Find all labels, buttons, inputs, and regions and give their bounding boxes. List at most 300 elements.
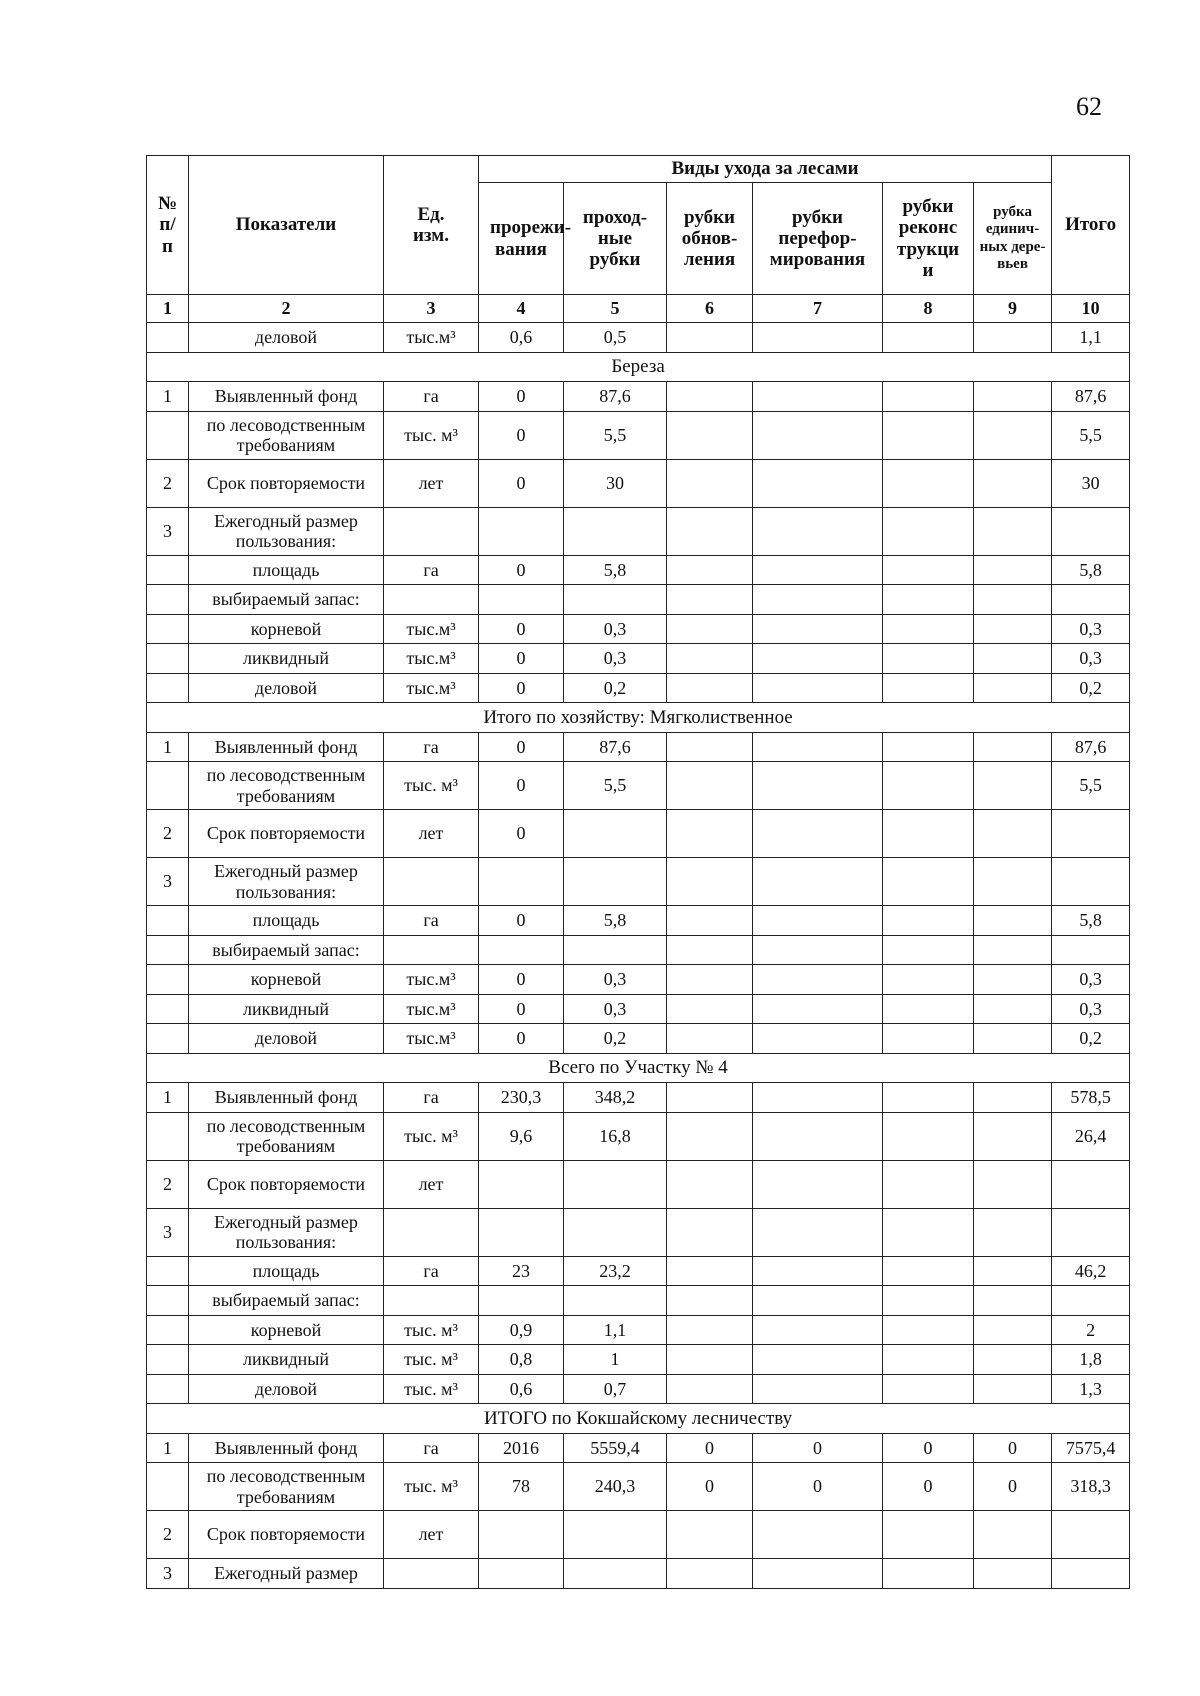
- table-row: [147, 1374, 1130, 1404]
- value-col-5: [564, 858, 667, 906]
- value-col-5: [564, 1286, 667, 1316]
- column-numbers-row: [147, 295, 1130, 323]
- row-unit: га: [384, 732, 479, 762]
- row-total: 0,2: [1052, 1024, 1130, 1054]
- value-col-4: 23: [479, 1256, 564, 1286]
- value-col-9: 0: [974, 1463, 1052, 1511]
- value-col-9: [974, 1083, 1052, 1113]
- table-row: [147, 507, 1130, 555]
- value-col-6: [667, 1208, 753, 1256]
- value-col-6: [667, 1160, 753, 1208]
- value-col-8: [883, 382, 974, 412]
- row-num: [147, 644, 189, 674]
- value-col-8: [883, 994, 974, 1024]
- value-col-7: [753, 1374, 883, 1404]
- row-total: 1,8: [1052, 1345, 1130, 1375]
- value-col-5: 87,6: [564, 732, 667, 762]
- value-col-5: [564, 1559, 667, 1589]
- value-col-8: [883, 673, 974, 703]
- row-unit: тыс. м³: [384, 1112, 479, 1160]
- value-col-8: [883, 323, 974, 353]
- row-indicator: деловой: [189, 673, 384, 703]
- table-row: [147, 935, 1130, 965]
- row-indicator: Ежегодный размер пользования:: [189, 507, 384, 555]
- value-col-5: 1,1: [564, 1315, 667, 1345]
- row-indicator: Срок повторяемости: [189, 1160, 384, 1208]
- value-col-7: [753, 810, 883, 858]
- value-col-4: 0: [479, 614, 564, 644]
- table-row: [147, 1024, 1130, 1054]
- value-col-8: [883, 459, 974, 507]
- table-row: [147, 1256, 1130, 1286]
- value-col-8: [883, 1256, 974, 1286]
- value-col-4: 230,3: [479, 1083, 564, 1113]
- row-indicator: ликвидный: [189, 1345, 384, 1375]
- table-row: [147, 1433, 1130, 1463]
- value-col-7: [753, 858, 883, 906]
- value-col-8: [883, 585, 974, 615]
- value-col-6: [667, 935, 753, 965]
- value-col-5: 5,8: [564, 555, 667, 585]
- table-row: [147, 382, 1130, 412]
- row-num: [147, 614, 189, 644]
- value-col-4: 78: [479, 1463, 564, 1511]
- value-col-4: 0: [479, 965, 564, 995]
- row-num: [147, 411, 189, 459]
- value-col-5: 23,2: [564, 1256, 667, 1286]
- row-indicator: ликвидный: [189, 994, 384, 1024]
- value-col-8: [883, 411, 974, 459]
- table-row: [147, 1112, 1130, 1160]
- table-row: [147, 994, 1130, 1024]
- value-col-4: [479, 1559, 564, 1589]
- row-total: 2: [1052, 1315, 1130, 1345]
- value-col-5: 0,7: [564, 1374, 667, 1404]
- value-col-6: [667, 994, 753, 1024]
- row-num: [147, 906, 189, 936]
- value-col-9: [974, 906, 1052, 936]
- value-col-7: [753, 732, 883, 762]
- value-col-9: [974, 614, 1052, 644]
- row-unit: га: [384, 382, 479, 412]
- value-col-9: [974, 644, 1052, 674]
- row-indicator: Выявленный фонд: [189, 732, 384, 762]
- row-unit: [384, 1286, 479, 1316]
- row-total: [1052, 1286, 1130, 1316]
- value-col-5: [564, 507, 667, 555]
- row-unit: [384, 585, 479, 615]
- section-row: [147, 703, 1130, 733]
- value-col-4: 0: [479, 555, 564, 585]
- value-col-9: [974, 323, 1052, 353]
- column-number: 8: [883, 295, 974, 323]
- value-col-6: [667, 1345, 753, 1375]
- row-indicator: ликвидный: [189, 644, 384, 674]
- row-total: [1052, 1559, 1130, 1589]
- value-col-7: [753, 1345, 883, 1375]
- row-indicator: выбираемый запас:: [189, 585, 384, 615]
- value-col-9: [974, 1160, 1052, 1208]
- value-col-7: [753, 1160, 883, 1208]
- value-col-9: [974, 507, 1052, 555]
- value-col-8: [883, 762, 974, 810]
- value-col-6: [667, 1286, 753, 1316]
- value-col-8: [883, 644, 974, 674]
- value-col-5: 5,8: [564, 906, 667, 936]
- value-col-9: [974, 1112, 1052, 1160]
- row-unit: га: [384, 906, 479, 936]
- row-total: 5,8: [1052, 906, 1130, 936]
- value-col-9: [974, 965, 1052, 995]
- row-total: 26,4: [1052, 1112, 1130, 1160]
- value-col-9: 0: [974, 1433, 1052, 1463]
- row-unit: га: [384, 1256, 479, 1286]
- row-total: 46,2: [1052, 1256, 1130, 1286]
- value-col-6: [667, 858, 753, 906]
- table-row: [147, 1511, 1130, 1559]
- value-col-8: [883, 555, 974, 585]
- value-col-9: [974, 810, 1052, 858]
- value-col-6: [667, 1083, 753, 1113]
- value-col-5: 0,3: [564, 965, 667, 995]
- row-num: 2: [147, 810, 189, 858]
- value-col-4: 0: [479, 1024, 564, 1054]
- column-number: 4: [479, 295, 564, 323]
- row-total: 1,3: [1052, 1374, 1130, 1404]
- value-col-8: [883, 1374, 974, 1404]
- value-col-6: [667, 762, 753, 810]
- header-num: № п/ п: [147, 156, 189, 295]
- row-indicator: Срок повторяемости: [189, 1511, 384, 1559]
- value-col-4: [479, 507, 564, 555]
- table-row: [147, 1160, 1130, 1208]
- value-col-5: 0,3: [564, 614, 667, 644]
- value-col-7: [753, 1083, 883, 1113]
- table-row: [147, 555, 1130, 585]
- value-col-9: [974, 994, 1052, 1024]
- row-unit: тыс. м³: [384, 1463, 479, 1511]
- row-total: 5,5: [1052, 762, 1130, 810]
- row-unit: лет: [384, 1160, 479, 1208]
- forest-care-table: [146, 155, 1130, 1589]
- value-col-7: [753, 1208, 883, 1256]
- row-total: 5,5: [1052, 411, 1130, 459]
- value-col-7: [753, 1286, 883, 1316]
- value-col-5: 16,8: [564, 1112, 667, 1160]
- value-col-9: [974, 673, 1052, 703]
- row-unit: лет: [384, 810, 479, 858]
- row-unit: тыс.м³: [384, 994, 479, 1024]
- row-num: 1: [147, 732, 189, 762]
- row-num: [147, 762, 189, 810]
- value-col-8: [883, 1208, 974, 1256]
- value-col-6: [667, 1112, 753, 1160]
- row-num: 1: [147, 1433, 189, 1463]
- value-col-4: 9,6: [479, 1112, 564, 1160]
- value-col-6: [667, 507, 753, 555]
- row-num: 3: [147, 858, 189, 906]
- value-col-6: [667, 644, 753, 674]
- value-col-9: [974, 411, 1052, 459]
- row-num: [147, 1315, 189, 1345]
- value-col-5: 5,5: [564, 411, 667, 459]
- row-indicator: корневой: [189, 1315, 384, 1345]
- row-num: [147, 1286, 189, 1316]
- row-indicator: Срок повторяемости: [189, 459, 384, 507]
- value-col-4: 0: [479, 459, 564, 507]
- value-col-8: [883, 507, 974, 555]
- row-unit: лет: [384, 459, 479, 507]
- value-col-9: [974, 1315, 1052, 1345]
- value-col-5: 5,5: [564, 762, 667, 810]
- value-col-8: [883, 1511, 974, 1559]
- value-col-9: [974, 1345, 1052, 1375]
- table-row: [147, 673, 1130, 703]
- row-unit: га: [384, 1433, 479, 1463]
- row-total: 0,3: [1052, 614, 1130, 644]
- header-care-types: Виды ухода за лесами: [479, 156, 1052, 183]
- row-total: 0,3: [1052, 994, 1130, 1024]
- row-num: [147, 323, 189, 353]
- value-col-4: 0: [479, 994, 564, 1024]
- table-row: [147, 810, 1130, 858]
- row-unit: тыс. м³: [384, 762, 479, 810]
- row-total: [1052, 1511, 1130, 1559]
- value-col-7: [753, 1511, 883, 1559]
- value-col-6: 0: [667, 1433, 753, 1463]
- value-col-8: [883, 614, 974, 644]
- value-col-5: 348,2: [564, 1083, 667, 1113]
- row-num: [147, 1256, 189, 1286]
- column-number: 7: [753, 295, 883, 323]
- value-col-7: 0: [753, 1463, 883, 1511]
- section-row: [147, 1404, 1130, 1434]
- value-col-9: [974, 935, 1052, 965]
- value-col-4: [479, 858, 564, 906]
- value-col-6: [667, 1374, 753, 1404]
- header-col-6: рубки обновления: [667, 183, 753, 295]
- header-indicators: Показатели: [189, 156, 384, 295]
- row-total: 0,3: [1052, 644, 1130, 674]
- row-num: [147, 935, 189, 965]
- row-total: 5,8: [1052, 555, 1130, 585]
- row-num: 1: [147, 382, 189, 412]
- value-col-4: 0: [479, 411, 564, 459]
- row-num: 1: [147, 1083, 189, 1113]
- row-total: [1052, 810, 1130, 858]
- row-unit: [384, 1208, 479, 1256]
- row-total: 1,1: [1052, 323, 1130, 353]
- row-unit: га: [384, 1083, 479, 1113]
- row-num: [147, 673, 189, 703]
- value-col-5: 1: [564, 1345, 667, 1375]
- value-col-4: 0: [479, 382, 564, 412]
- value-col-5: 0,3: [564, 644, 667, 674]
- table-row: [147, 411, 1130, 459]
- row-num: 2: [147, 459, 189, 507]
- value-col-4: 0,6: [479, 1374, 564, 1404]
- column-number: 1: [147, 295, 189, 323]
- row-total: [1052, 585, 1130, 615]
- value-col-8: [883, 1160, 974, 1208]
- value-col-4: 0: [479, 906, 564, 936]
- row-indicator: по лесоводственным требованиям: [189, 762, 384, 810]
- value-col-5: 30: [564, 459, 667, 507]
- value-col-8: [883, 1024, 974, 1054]
- value-col-5: 0,5: [564, 323, 667, 353]
- table-row: [147, 459, 1130, 507]
- value-col-4: 0: [479, 732, 564, 762]
- row-total: [1052, 935, 1130, 965]
- row-total: [1052, 1160, 1130, 1208]
- row-unit: тыс. м³: [384, 411, 479, 459]
- value-col-7: [753, 673, 883, 703]
- row-num: [147, 1112, 189, 1160]
- column-number: 6: [667, 295, 753, 323]
- table-row: [147, 1345, 1130, 1375]
- row-indicator: Выявленный фонд: [189, 382, 384, 412]
- value-col-5: 87,6: [564, 382, 667, 412]
- table-row: [147, 1208, 1130, 1256]
- row-num: [147, 585, 189, 615]
- value-col-6: 0: [667, 1463, 753, 1511]
- row-unit: тыс.м³: [384, 644, 479, 674]
- value-col-8: [883, 935, 974, 965]
- row-indicator: Ежегодный размер пользования:: [189, 858, 384, 906]
- value-col-6: [667, 459, 753, 507]
- table-row: [147, 614, 1130, 644]
- header-total: Итого: [1052, 156, 1130, 295]
- value-col-7: [753, 1024, 883, 1054]
- row-total: 87,6: [1052, 732, 1130, 762]
- row-indicator: деловой: [189, 1374, 384, 1404]
- row-unit: тыс.м³: [384, 614, 479, 644]
- value-col-6: [667, 323, 753, 353]
- row-unit: [384, 935, 479, 965]
- value-col-9: [974, 762, 1052, 810]
- table-row: [147, 858, 1130, 906]
- section-title: Всего по Участку № 4: [147, 1053, 1130, 1083]
- value-col-6: [667, 382, 753, 412]
- value-col-9: [974, 858, 1052, 906]
- value-col-4: [479, 1511, 564, 1559]
- value-col-9: [974, 1559, 1052, 1589]
- value-col-9: [974, 1208, 1052, 1256]
- table-row: [147, 1286, 1130, 1316]
- value-col-6: [667, 1024, 753, 1054]
- value-col-8: [883, 1559, 974, 1589]
- value-col-5: [564, 1511, 667, 1559]
- value-col-6: [667, 555, 753, 585]
- column-number: 9: [974, 295, 1052, 323]
- value-col-4: 0: [479, 762, 564, 810]
- page-number: 62: [1076, 92, 1102, 121]
- value-col-5: 5559,4: [564, 1433, 667, 1463]
- row-num: 2: [147, 1160, 189, 1208]
- value-col-7: [753, 994, 883, 1024]
- value-col-6: [667, 673, 753, 703]
- value-col-5: [564, 1160, 667, 1208]
- row-indicator: Выявленный фонд: [189, 1433, 384, 1463]
- value-col-9: [974, 555, 1052, 585]
- table-row: [147, 585, 1130, 615]
- value-col-4: 2016: [479, 1433, 564, 1463]
- row-indicator: деловой: [189, 1024, 384, 1054]
- row-indicator: площадь: [189, 555, 384, 585]
- value-col-5: [564, 810, 667, 858]
- value-col-4: [479, 1286, 564, 1316]
- value-col-8: 0: [883, 1433, 974, 1463]
- column-number: 5: [564, 295, 667, 323]
- value-col-7: [753, 965, 883, 995]
- row-num: [147, 1024, 189, 1054]
- row-num: [147, 1374, 189, 1404]
- value-col-7: [753, 323, 883, 353]
- section-title: Итого по хозяйству: Мягколиственное: [147, 703, 1130, 733]
- value-col-6: [667, 1256, 753, 1286]
- row-indicator: Ежегодный размер пользования:: [189, 1208, 384, 1256]
- value-col-7: [753, 644, 883, 674]
- value-col-7: [753, 1112, 883, 1160]
- value-col-7: 0: [753, 1433, 883, 1463]
- row-total: [1052, 507, 1130, 555]
- section-row: [147, 1053, 1130, 1083]
- value-col-7: [753, 1559, 883, 1589]
- value-col-7: [753, 1256, 883, 1286]
- row-unit: га: [384, 555, 479, 585]
- value-col-9: [974, 1256, 1052, 1286]
- value-col-9: [974, 382, 1052, 412]
- value-col-6: [667, 906, 753, 936]
- row-unit: [384, 858, 479, 906]
- row-num: [147, 965, 189, 995]
- row-unit: тыс.м³: [384, 1024, 479, 1054]
- row-indicator: площадь: [189, 906, 384, 936]
- row-indicator: по лесоводственным требованиям: [189, 411, 384, 459]
- value-col-4: 0,9: [479, 1315, 564, 1345]
- row-unit: тыс.м³: [384, 323, 479, 353]
- value-col-4: [479, 585, 564, 615]
- value-col-8: [883, 1112, 974, 1160]
- value-col-6: [667, 965, 753, 995]
- row-unit: тыс.м³: [384, 673, 479, 703]
- row-unit: лет: [384, 1511, 479, 1559]
- value-col-4: 0: [479, 673, 564, 703]
- value-col-5: 240,3: [564, 1463, 667, 1511]
- value-col-4: [479, 1208, 564, 1256]
- value-col-5: [564, 585, 667, 615]
- section-row: [147, 352, 1130, 382]
- value-col-6: [667, 1315, 753, 1345]
- row-indicator: площадь: [189, 1256, 384, 1286]
- value-col-6: [667, 614, 753, 644]
- value-col-9: [974, 1374, 1052, 1404]
- table-row: [147, 323, 1130, 353]
- value-col-9: [974, 585, 1052, 615]
- value-col-6: [667, 585, 753, 615]
- value-col-4: 0,6: [479, 323, 564, 353]
- row-total: 30: [1052, 459, 1130, 507]
- value-col-4: [479, 1160, 564, 1208]
- value-col-9: [974, 1286, 1052, 1316]
- value-col-8: [883, 858, 974, 906]
- value-col-7: [753, 762, 883, 810]
- row-total: 578,5: [1052, 1083, 1130, 1113]
- table-row: [147, 1083, 1130, 1113]
- row-total: [1052, 858, 1130, 906]
- row-indicator: выбираемый запас:: [189, 935, 384, 965]
- value-col-7: [753, 411, 883, 459]
